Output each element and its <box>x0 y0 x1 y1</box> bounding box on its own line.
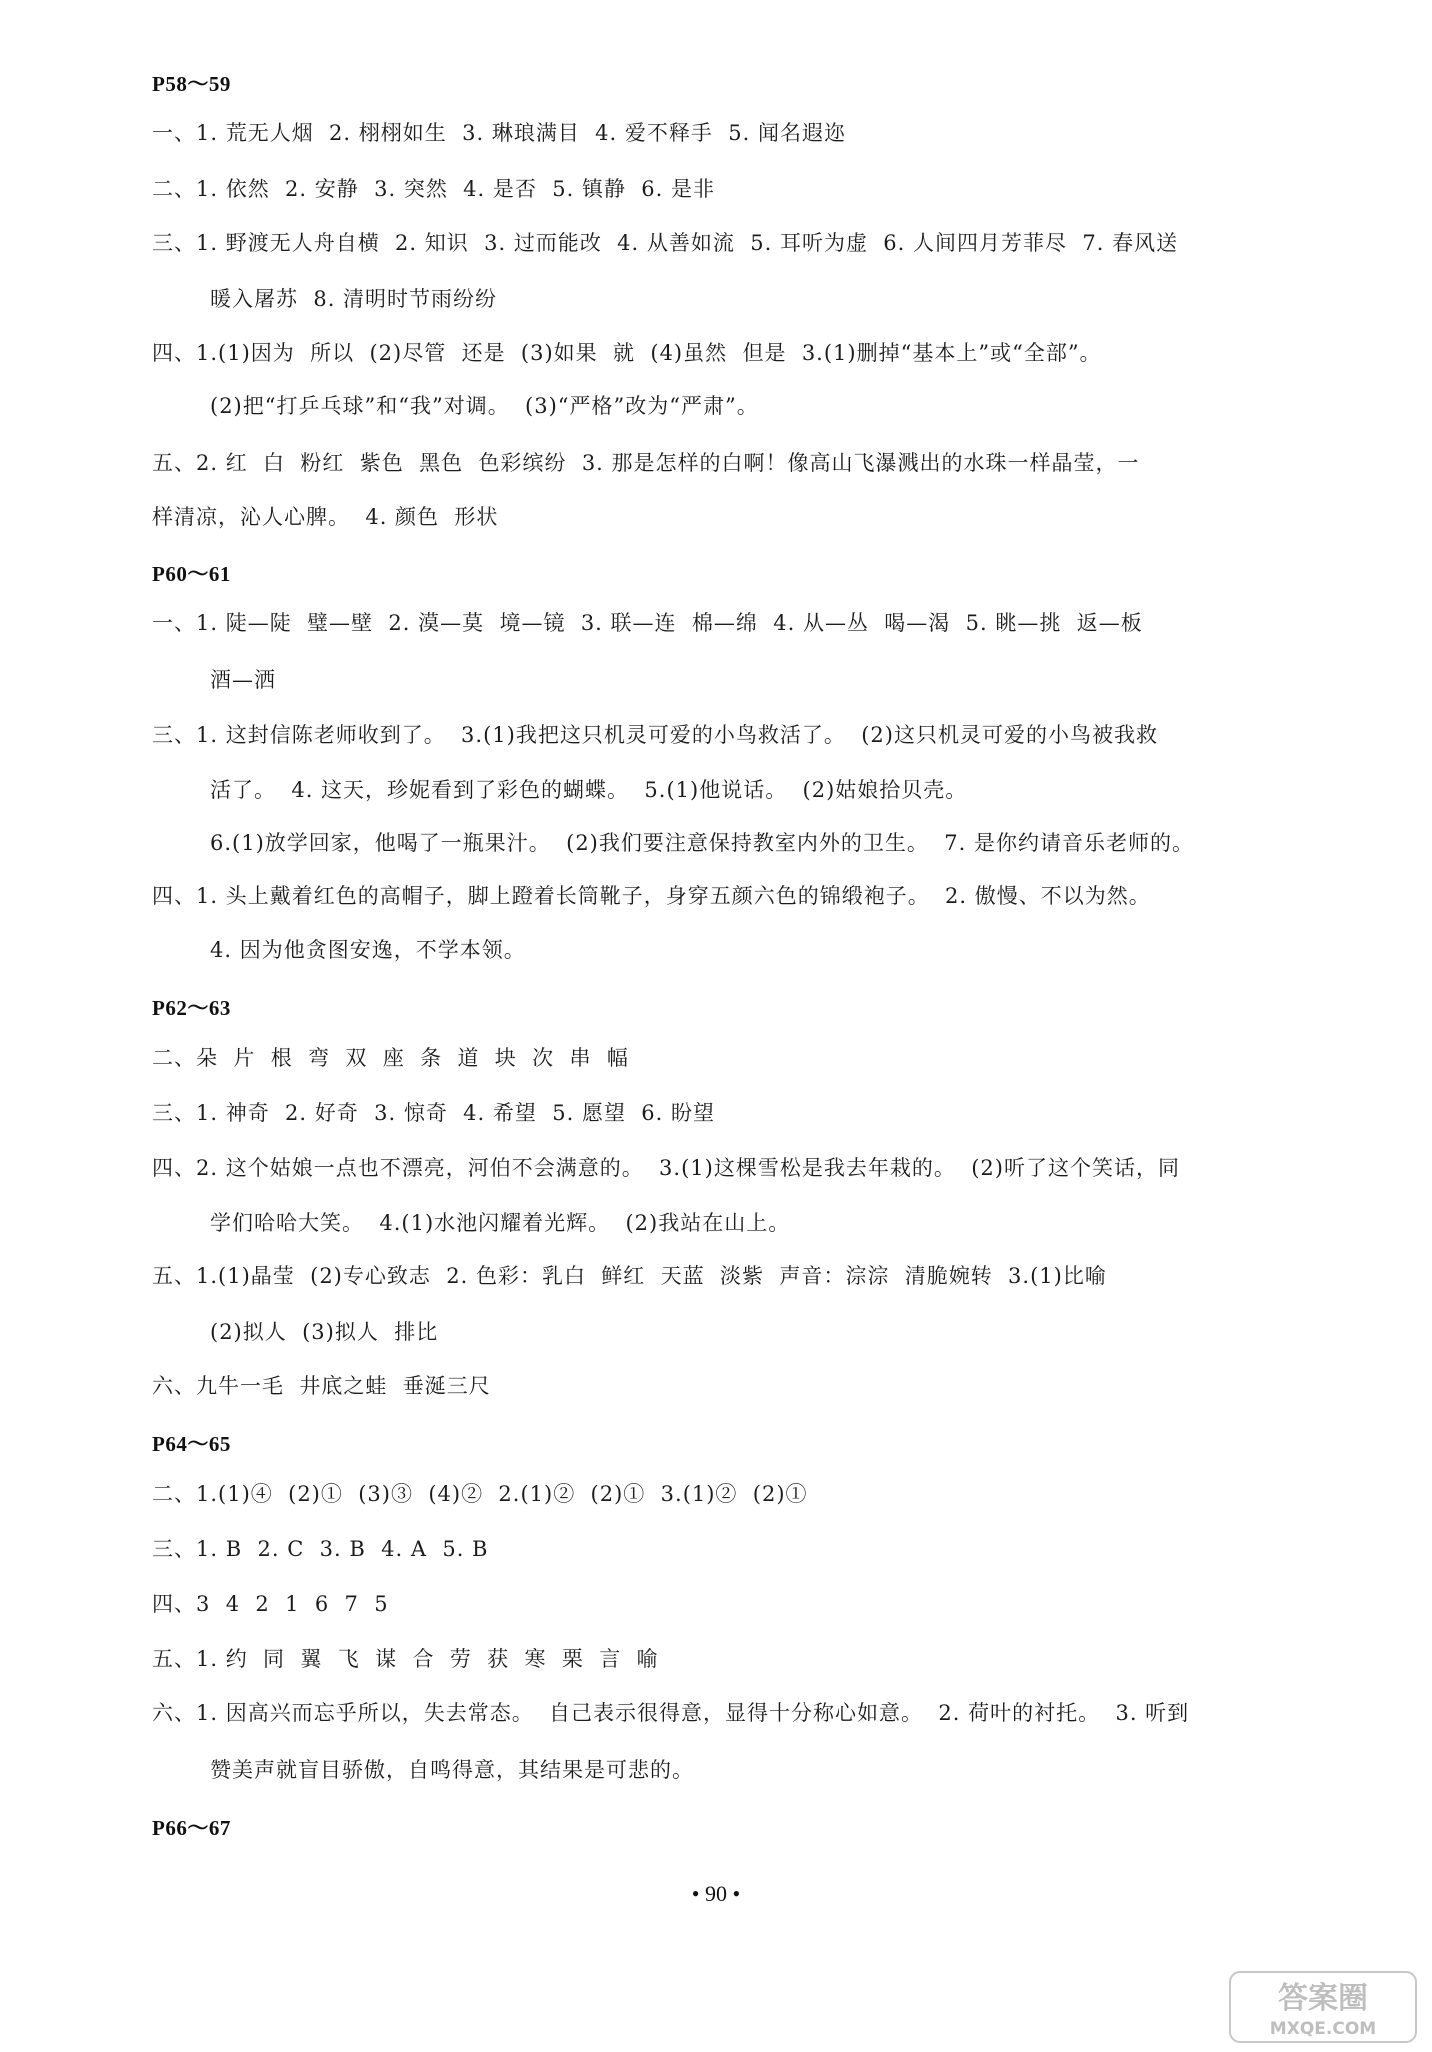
section-heading: P66～67 <box>152 1816 231 1840</box>
answer-line: 一、1. 荒无人烟 2. 栩栩如生 3. 琳琅满目 4. 爱不释手 5. 闻名遐迩 <box>152 121 846 145</box>
answer-line: 一、1. 陡—陡 璧—壁 2. 漠—莫 境—镜 3. 联—连 棉—绵 4. 从—丛 喝—渴 5. 眺—挑 返—板 <box>152 611 1143 635</box>
answer-line: 五、2. 红 白 粉红 紫色 黑色 色彩缤纷 3. 那是怎样的白啊！像高山飞瀑溅出的水珠一样晶莹，一 <box>152 451 1140 475</box>
answer-line: 酒—洒 <box>210 668 276 692</box>
answer-line: 学们哈哈大笑。 4.(1)水池闪耀着光辉。 (2)我站在山上。 <box>210 1211 791 1235</box>
answer-line: (2)把“打乒乓球”和“我”对调。 (3)“严格”改为“严肃”。 <box>210 394 759 418</box>
watermark-top-text: 答案圈 <box>1278 1981 1368 2016</box>
section-heading: P60～61 <box>152 562 231 586</box>
answer-line: 样清凉，沁人心脾。 4. 颜色 形状 <box>152 505 499 529</box>
section-heading: P64～65 <box>152 1432 231 1456</box>
answer-line: 赞美声就盲目骄傲，自鸣得意，其结果是可悲的。 <box>210 1758 694 1782</box>
answer-line: 三、1. B 2. C 3. B 4. A 5. B <box>152 1537 489 1561</box>
answer-line: 四、1. 头上戴着红色的高帽子，脚上蹬着长筒靴子，身穿五颜六色的锦缎袍子。 2. 傲慢、不以为然。 <box>152 884 1151 908</box>
answer-line: 二、1.(1)④ (2)① (3)③ (4)② 2.(1)② (2)① 3.(1)② (2)① <box>152 1482 808 1506</box>
answer-line: 活了。 4. 这天，珍妮看到了彩色的蝴蝶。 5.(1)他说话。 (2)姑娘拾贝壳。 <box>210 778 968 802</box>
answer-line: 四、3 4 2 1 6 7 5 <box>152 1592 389 1616</box>
answer-line: 二、朵 片 根 弯 双 座 条 道 块 次 串 幅 <box>152 1046 629 1070</box>
answer-line: 三、1. 这封信陈老师收到了。 3.(1)我把这只机灵可爱的小鸟救活了。 (2)这只机灵可爱的小鸟被我救 <box>152 723 1158 747</box>
answer-line: (2)拟人 (3)拟人 排比 <box>210 1320 439 1344</box>
answer-line: 四、1.(1)因为 所以 (2)尽管 还是 (3)如果 就 (4)虽然 但是 3.(1)删掉“基本上”或“全部”。 <box>152 341 1102 365</box>
page-number: • 90 • <box>691 1881 741 1906</box>
section-heading: P62～63 <box>152 996 231 1020</box>
section-heading: P58～59 <box>152 72 231 96</box>
answer-line: 六、九牛一毛 井底之蛙 垂涎三尺 <box>152 1374 491 1398</box>
answer-line: 六、1. 因高兴而忘乎所以，失去常态。 自己表示很得意，显得十分称心如意。 2. 荷叶的衬托。 3. 听到 <box>152 1701 1190 1725</box>
answer-line: 四、2. 这个姑娘一点也不漂亮，河伯不会满意的。 3.(1)这棵雪松是我去年栽的。 (2)听了这个笑话，同 <box>152 1156 1180 1180</box>
watermark-logo <box>1228 1970 1418 2044</box>
answer-line: 4. 因为他贪图安逸，不学本领。 <box>210 938 526 962</box>
answer-line: 6.(1)放学回家，他喝了一瓶果汁。 (2)我们要注意保持教室内外的卫生。 7. 是你约请音乐老师的。 <box>210 831 1194 855</box>
answer-line: 三、1. 野渡无人舟自横 2. 知识 3. 过而能改 4. 从善如流 5. 耳听为虚 6. 人间四月芳菲尽 7. 春风送 <box>152 231 1179 255</box>
answer-line: 暖入屠苏 8. 清明时节雨纷纷 <box>210 287 498 311</box>
answer-line: 三、1. 神奇 2. 好奇 3. 惊奇 4. 希望 5. 愿望 6. 盼望 <box>152 1101 716 1125</box>
answer-line: 五、1.(1)晶莹 (2)专心致志 2. 色彩：乳白 鲜红 天蓝 淡紫 声音：淙淙 清脆婉转 3.(1)比喻 <box>152 1264 1107 1288</box>
answer-line: 二、1. 依然 2. 安静 3. 突然 4. 是否 5. 镇静 6. 是非 <box>152 177 716 201</box>
watermark-bottom-text: MXQE.COM <box>1269 2019 1377 2039</box>
answer-line: 五、1. 约 同 翼 飞 谋 合 劳 获 寒 栗 言 喻 <box>152 1647 659 1671</box>
